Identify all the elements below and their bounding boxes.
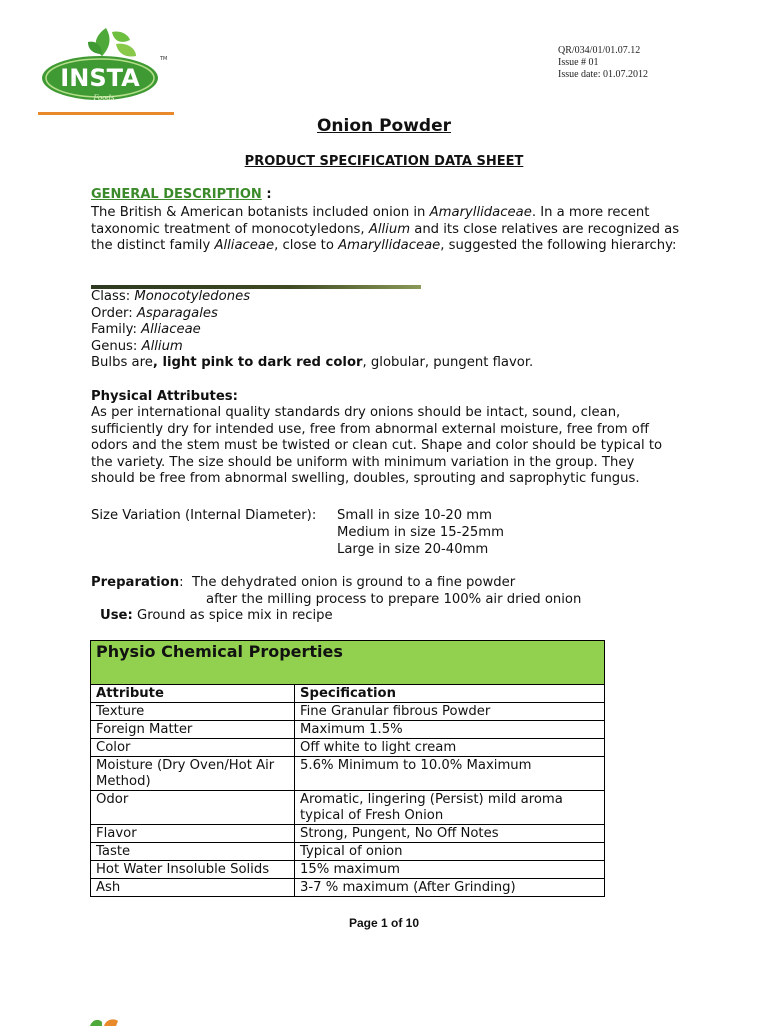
column-header-attribute: Attribute: [91, 685, 295, 703]
svg-text:TM: TM: [160, 56, 168, 62]
general-description-text: The British & American botanists included onion in Amaryllidaceae. In a more recent taxonomic treatment of monocotyledons, Allium and its close relatives are recognized as the distinct family Alliaceae, close to Amaryllidaceae, suggested the following hierarchy:: [91, 205, 680, 253]
issue-number: Issue # 01: [558, 57, 599, 68]
use-label: Use:: [100, 608, 133, 623]
table-row: [91, 739, 605, 757]
bulbs-line: Bulbs are, light pink to dark red color, globular, pungent flavor.: [91, 355, 534, 370]
size-variation: [91, 507, 504, 558]
specification-cell: 15% maximum: [295, 861, 605, 879]
document-reference: [558, 45, 648, 81]
specification-cell: Maximum 1.5%: [295, 721, 605, 739]
size-small: Small in size 10-20 mm: [337, 508, 492, 523]
specification-cell: Typical of onion: [295, 843, 605, 861]
page-subtitle: PRODUCT SPECIFICATION DATA SHEET: [244, 154, 524, 169]
table-row: [91, 879, 605, 897]
attribute-cell: Taste: [91, 843, 295, 861]
preparation-label: Preparation: [91, 575, 180, 590]
attribute-cell: Foreign Matter: [91, 721, 295, 739]
specification-cell: Off white to light cream: [295, 739, 605, 757]
doc-code: QR/034/01/01.07.12: [558, 45, 641, 56]
preparation-section: Preparation: The dehydrated onion is ground to a fine powder after the milling process to prepare 100% air dried onion: [91, 575, 582, 607]
genus-line: Genus: Allium: [91, 338, 183, 354]
column-header-specification: Specification: [295, 685, 605, 703]
attribute-cell: Moisture (Dry Oven/Hot Air Method): [91, 757, 295, 791]
table-row: [91, 825, 605, 843]
use-text: Ground as spice mix in recipe: [136, 608, 333, 623]
issue-date: Issue date: 01.07.2012: [558, 69, 648, 80]
class-line: Class: Monocotyledones: [91, 289, 251, 304]
specification-cell: 3-7 % maximum (After Grinding): [295, 879, 605, 897]
preparation-line-2: after the milling process to prepare 100% air dried onion: [206, 592, 582, 607]
table-row: [91, 861, 605, 879]
table-row: [91, 721, 605, 739]
physical-attributes-text: As per international quality standards dry onions should be intact, sound, clean, sufficiently dry for intended use, free from abnormal external moisture, free from off odors and the stem must be twisted or clean cut. Shape and color should be typical to the variety. The size should be uniform with minimum variation in the group. They should be free from abnormal swelling, doubles, sprouting and saprophytic fungus.: [91, 405, 663, 486]
physio-chemical-table: [90, 640, 605, 897]
attribute-cell: Odor: [91, 791, 295, 825]
insta-foods-logo: [36, 22, 176, 120]
specification-cell: Strong, Pungent, No Off Notes: [295, 825, 605, 843]
attribute-cell: Ash: [91, 879, 295, 897]
attribute-cell: Flavor: [91, 825, 295, 843]
attribute-cell: Hot Water Insoluble Solids: [91, 861, 295, 879]
attribute-cell: Texture: [91, 703, 295, 721]
order-line: Order: Asparagales: [91, 305, 218, 321]
family-line: Family: Alliaceae: [91, 322, 201, 337]
attribute-cell: Color: [91, 739, 295, 757]
size-large: Large in size 20-40mm: [337, 542, 489, 557]
svg-text:Foods: Foods: [93, 94, 115, 102]
svg-text:INSTA: INSTA: [60, 64, 140, 92]
specification-cell: 5.6% Minimum to 10.0% Maximum: [295, 757, 605, 791]
table-title: Physio Chemical Properties: [91, 641, 605, 685]
table-row: [91, 703, 605, 721]
specification-cell: Aromatic, lingering (Persist) mild aroma typical of Fresh Onion: [295, 791, 605, 825]
general-description-heading: GENERAL DESCRIPTION :: [91, 187, 272, 202]
specification-cell: Fine Granular fibrous Powder: [295, 703, 605, 721]
size-variation-label: Size Variation (Internal Diameter):: [91, 508, 317, 523]
preparation-line-1: The dehydrated onion is ground to a fine powder: [191, 575, 516, 590]
page-number: Page 1 of 10: [348, 916, 420, 930]
use-section: [100, 608, 333, 623]
size-medium: Medium in size 15-25mm: [337, 525, 504, 540]
table-row: [91, 791, 605, 825]
table-row: [91, 757, 605, 791]
classification-list: [91, 289, 533, 372]
physical-attributes-heading: Physical Attributes:: [91, 389, 238, 404]
page-title: Onion Powder: [316, 116, 451, 136]
table-row: [91, 843, 605, 861]
